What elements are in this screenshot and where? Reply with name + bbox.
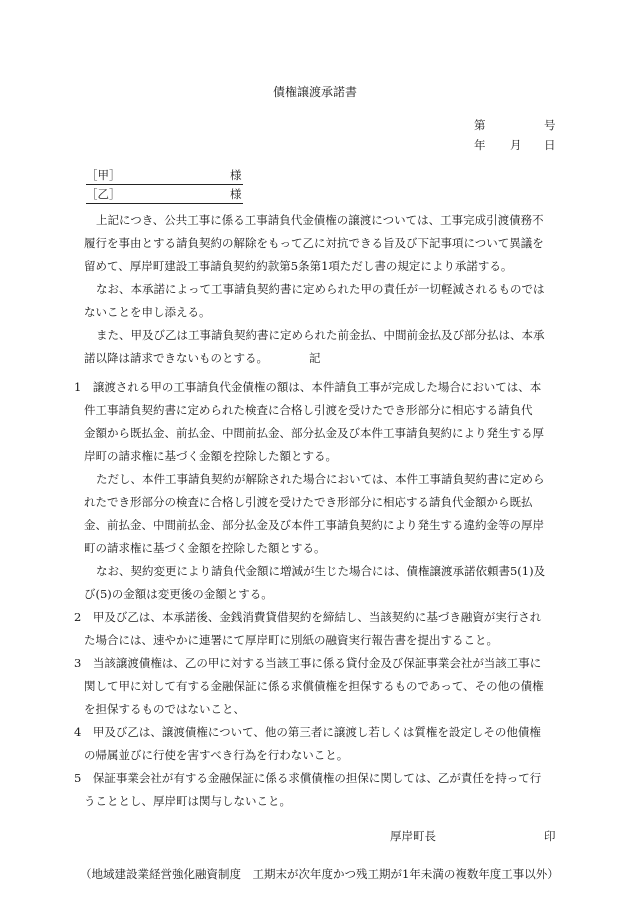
list-item-line: 2 甲及び乙は、本承諾後、金銭消費貸借契約を締結し、当該契約に基づき融資が実行され [74, 610, 542, 624]
list-item-line: 件工事請負契約書に定められた検査に合格し引渡を受けたでき形部分に相応する請負代 [84, 403, 533, 417]
body-line: ないことを申し添える。 [84, 305, 211, 319]
body-line: 留めて、厚岸町建設工事請負契約約款第5条第1項ただし書の規定により承諾する。 [84, 259, 513, 273]
ki-heading: 記 [309, 351, 321, 365]
list-item-line: 金、前払金、中間前払金、部分払金及び本件工事請負契約により発生する違約金等の厚岸 [84, 518, 544, 532]
date-month-label: 月 [510, 138, 522, 152]
list-item-line: 金額から既払金、前払金、中間前払金、部分払金及び本件工事請負契約により発生する厚 [84, 426, 544, 440]
footer-note: （地域建設業経営強化融資制度 工期末が次年度かつ残工期が1年未満の複数年度工事以外） [80, 867, 559, 881]
date-year-label: 年 [474, 138, 486, 152]
party-b-suffix: 様 [230, 187, 242, 201]
list-item-line: 関して甲に対して有する金融保証に係る求償債権を担保するものであって、その他の債権 [84, 679, 544, 693]
body-line: また、甲及び乙は工事請負契約書に定められた前金払、中間前金払及び部分払は、本承 [96, 328, 545, 342]
list-item-line: うこととし、厚岸町は関与しないこと。 [84, 794, 291, 808]
number-label-dai: 第 [474, 118, 486, 132]
body-line: 履行を事由とする請負契約の解除をもって乙に対抗できる旨及び下記事項について異議を [84, 236, 544, 250]
list-item-line: た場合には、速やかに連署にて厚岸町に別紙の融資実行報告書を提出すること。 [84, 633, 498, 647]
party-a-suffix: 様 [230, 168, 242, 182]
party-b-underline [86, 203, 243, 204]
list-item-line: を担保するものではないこと、 [84, 702, 245, 716]
party-b-label: ［乙］ [86, 187, 121, 201]
body-line: なお、本承諾によって工事請負契約書に定められた甲の責任が一切軽減されるものでは [96, 282, 545, 296]
seal-mark: 印 [544, 829, 556, 843]
party-a-label: ［甲］ [86, 168, 121, 182]
body-line: 上記につき、公共工事に係る工事請負代金債権の譲渡については、工事完成引渡債務不 [96, 213, 544, 227]
list-item-line: 4 甲及び乙は、譲渡債権について、他の第三者に譲渡し若しくは質権を設定しその他債権 [74, 725, 541, 739]
list-item-line: 町の請求権に基づく金額を控除した額とする。 [84, 541, 326, 555]
list-item-line: び(5)の金額は変更後の金額とする。 [84, 587, 273, 601]
list-item-line: 岸町の請求権に基づく金額を控除した額とする。 [84, 449, 337, 463]
document-title: 債権譲渡承諾書 [272, 85, 357, 99]
list-item-line: れたでき形部分の検査に合格し引渡を受けたでき形部分に相応する請負代金額から既払 [84, 495, 533, 509]
list-item-line: なお、契約変更により請負代金額に増減が生じた場合には、債権譲渡承諾依頼書5(1)及 [96, 564, 546, 578]
signer-title: 厚岸町長 [390, 829, 436, 843]
body-line: 諾以降は請求できないものとする。 [84, 351, 268, 365]
party-a-underline [86, 184, 243, 185]
number-label-go: 号 [544, 118, 556, 132]
list-item-line: 1 譲渡される甲の工事請負代金債権の額は、本件請負工事が完成した場合においては、本 [74, 380, 542, 394]
list-item-line: ただし、本件工事請負契約が解除された場合においては、本件工事請負契約書に定めら [96, 472, 545, 486]
list-item-line: の帰属並びに行使を害すべき行為を行わないこと。 [84, 748, 349, 762]
list-item-line: 3 当該譲渡債権は、乙の甲に対する当該工事に係る貸付金及び保証事業会社が当該工事に [74, 656, 542, 670]
list-item-line: 5 保証事業会社が有する金融保証に係る求償債権の担保に関しては、乙が責任を持って行 [74, 771, 542, 785]
date-day-label: 日 [544, 138, 556, 152]
